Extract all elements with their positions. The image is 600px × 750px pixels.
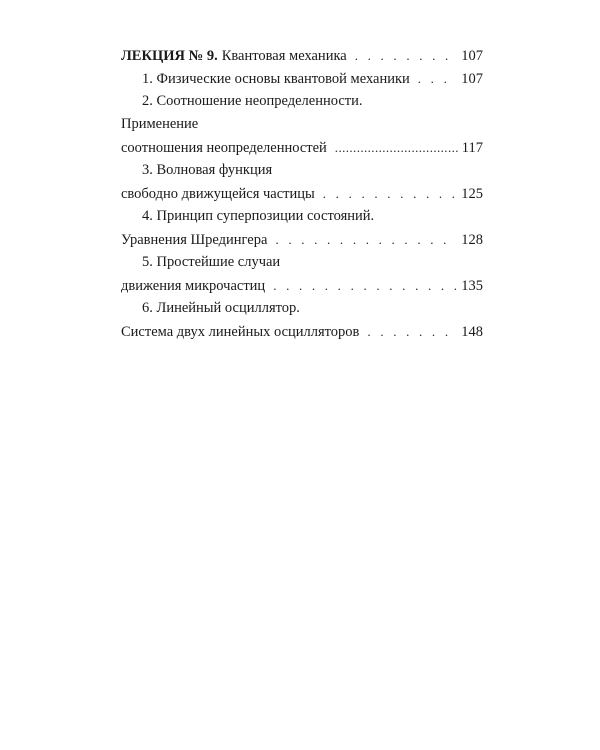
toc-entry-text: 3. Волновая функция	[142, 162, 273, 178]
toc-entry	[121, 320, 483, 343]
toc-entry-text: Система двух линейных осцилляторов	[121, 324, 360, 340]
toc-entry-text: Уравнения Шредингера	[121, 232, 268, 248]
toc-entry-text: свободно движущейся частицы	[121, 186, 315, 202]
toc-entry-text: 1. Физические основы квантовой механики	[142, 71, 410, 87]
table-of-contents	[121, 44, 483, 343]
dot-leader	[275, 228, 457, 251]
page-number: 107	[461, 48, 483, 64]
toc-entry-text: движения микрочастиц	[121, 278, 266, 294]
page-number: 125	[461, 186, 483, 202]
dot-leader	[367, 320, 457, 343]
dot-leader	[273, 274, 457, 297]
page-number: 135	[461, 278, 483, 294]
page-number: 128	[461, 232, 483, 248]
toc-entry-text: Применение	[121, 116, 199, 132]
toc-entry-text: 6. Линейный осциллятор.	[142, 300, 300, 316]
toc-entry	[121, 182, 483, 205]
dot-leader	[355, 44, 458, 67]
lecture-title: Квантовая механика	[221, 48, 347, 64]
toc-entry-text: соотношения неопределенностей	[121, 140, 327, 156]
lecture-label: ЛЕКЦИЯ № 9.	[121, 48, 218, 64]
toc-entry-text: 5. Простейшие случаи	[142, 254, 281, 270]
page-number: 117	[461, 140, 483, 156]
toc-entry	[121, 228, 483, 251]
toc-entry-text: 4. Принцип суперпозиции состояний.	[142, 208, 375, 224]
dot-leader	[335, 136, 458, 159]
toc-lecture-heading	[121, 44, 483, 67]
page-number: 148	[461, 324, 483, 340]
toc-entry	[121, 274, 483, 297]
toc-entry	[121, 136, 483, 159]
page-number: 107	[461, 71, 483, 87]
dot-leader	[418, 67, 457, 90]
dot-leader	[323, 182, 457, 205]
toc-entry-text: 2. Соотношение неопределенности.	[142, 93, 363, 109]
toc-entry	[121, 67, 483, 90]
